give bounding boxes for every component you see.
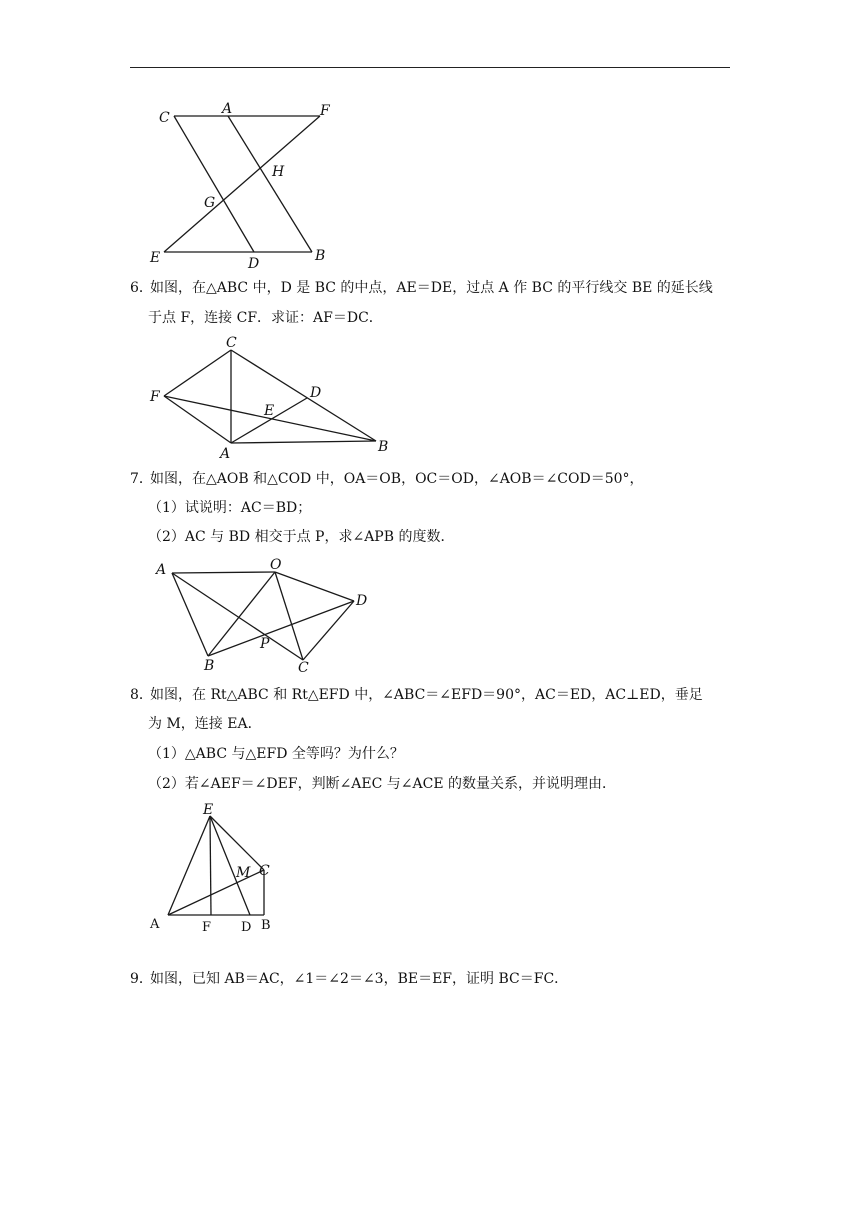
label-B: B: [261, 918, 271, 933]
label-C: C: [226, 335, 237, 351]
label-C: C: [298, 660, 309, 676]
label-D: D: [241, 920, 252, 935]
problem-9-text-line-1: 如图，已知 AB＝AC，∠1＝∠2＝∠3，BE＝EF，证明 BC＝FC．: [150, 971, 569, 987]
label-P: P: [260, 636, 270, 652]
figure-rt-triangles: [140, 798, 290, 938]
label-F: F: [202, 920, 212, 935]
label-C: C: [159, 110, 170, 126]
label-D: D: [310, 385, 322, 401]
label-B: B: [378, 439, 389, 455]
problem-6-text-line-1: 如图，在△ABC 中，D 是 BC 的中点，AE＝DE，过点 A 作 BC 的平行线交 BE 的延长线: [150, 280, 713, 296]
label-A: A: [220, 446, 231, 462]
label-E: E: [150, 250, 161, 266]
problem-6-number: 6．: [130, 280, 153, 296]
figure-aob-cod: [150, 556, 380, 676]
problem-8-text-line-3: （1）△ABC 与△EFD 全等吗？为什么？: [148, 746, 404, 762]
problem-6-text-line-2: 于点 F，连接 CF．求证：AF＝DC．: [148, 310, 383, 326]
label-A: A: [222, 101, 233, 117]
label-D: D: [356, 593, 368, 609]
label-A: A: [150, 917, 160, 932]
problem-8-text-line-2: 为 M，连接 EA．: [148, 716, 262, 732]
problem-7-text-line-2: （1）试说明：AC＝BD；: [148, 500, 312, 516]
label-E: E: [264, 403, 275, 419]
label-H: H: [272, 164, 285, 180]
label-M: M: [236, 865, 251, 881]
label-E: E: [203, 802, 214, 818]
figure-triangle-abc-midpoint: [140, 330, 400, 460]
problem-8-text-line-4: （2）若∠AEF＝∠DEF，判断∠AEC 与∠ACE 的数量关系，并说明理由．: [148, 776, 617, 792]
problem-8-text-line-1: 如图，在 Rt△ABC 和 Rt△EFD 中，∠ABC＝∠EFD＝90°，AC＝ED，AC⊥ED，垂足: [150, 687, 703, 703]
label-O: O: [270, 557, 282, 573]
problem-9-number: 9．: [130, 971, 153, 987]
label-D: D: [248, 256, 260, 272]
label-F: F: [320, 103, 330, 119]
problem-7-number: 7．: [130, 471, 153, 487]
header-rule: [130, 67, 730, 68]
label-F: F: [150, 389, 160, 405]
label-B: B: [204, 658, 215, 674]
figure-parallelogram-cross: [140, 100, 340, 270]
problem-7-text-line-3: （2）AC 与 BD 相交于点 P，求∠APB 的度数．: [148, 529, 455, 545]
label-C: C: [259, 863, 270, 879]
label-B: B: [315, 248, 326, 264]
problem-7-text-line-1: 如图，在△AOB 和△COD 中，OA＝OB，OC＝OD，∠AOB＝∠COD＝50°，: [150, 471, 644, 487]
problem-8-number: 8．: [130, 687, 153, 703]
label-A: A: [156, 562, 167, 578]
label-G: G: [204, 195, 216, 211]
